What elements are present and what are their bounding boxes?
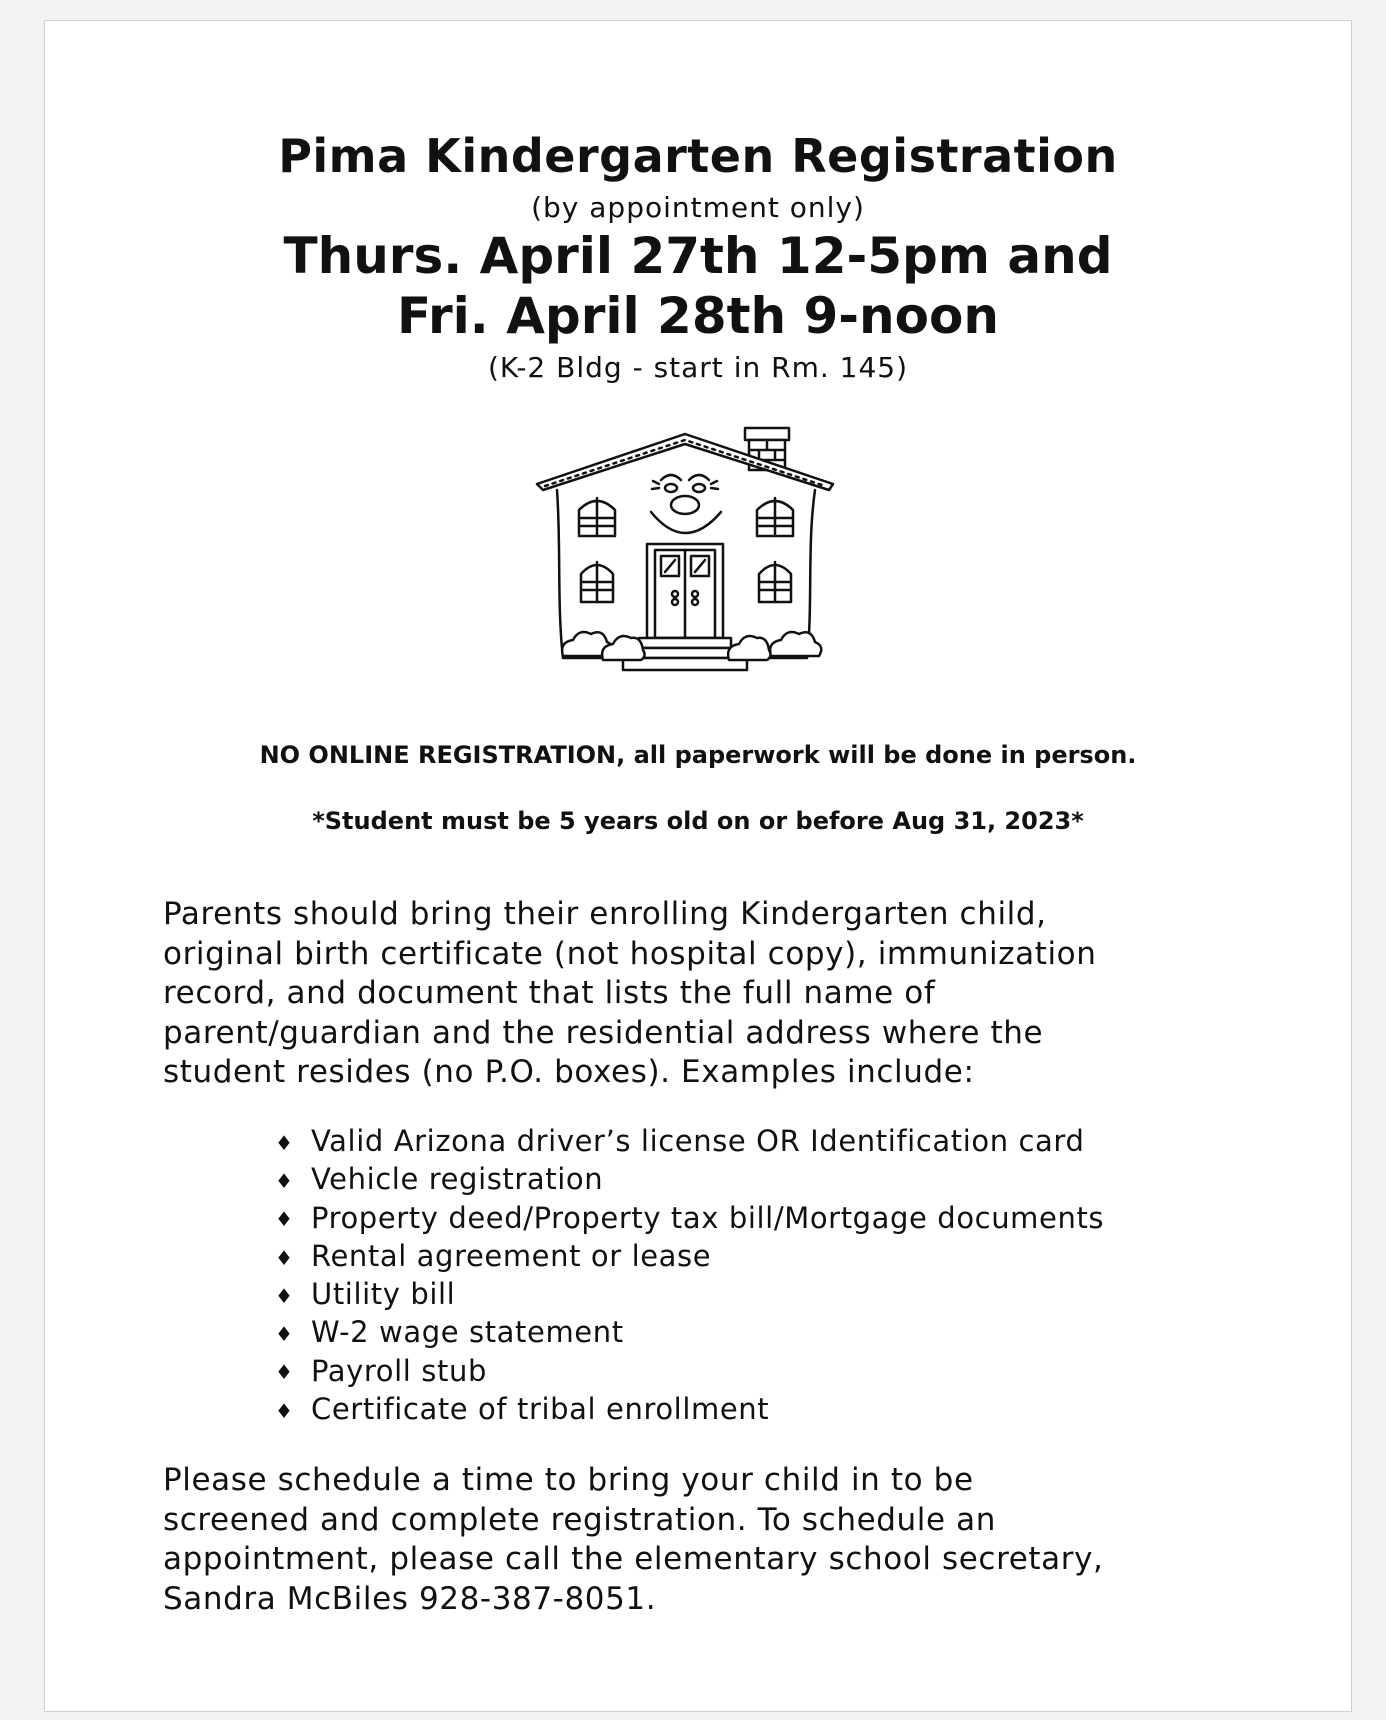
list-item bbox=[275, 1391, 1104, 1429]
no-online-registration-notice: NO ONLINE REGISTRATION, all paperwork will be done in person. bbox=[259, 741, 1137, 769]
diamond-bullet-icon: ♦ bbox=[275, 1398, 294, 1423]
list-item bbox=[275, 1353, 1104, 1391]
paragraph-line: appointment, please call the elementary school secretary, bbox=[163, 1541, 1104, 1577]
list-item bbox=[275, 1161, 1104, 1199]
list-item bbox=[275, 1123, 1104, 1161]
list-item-text: Rental agreement or lease bbox=[311, 1238, 712, 1273]
list-item bbox=[275, 1276, 1104, 1314]
address-document-list bbox=[275, 1123, 1104, 1429]
list-item bbox=[275, 1314, 1104, 1352]
paragraph-line: screened and complete registration. To schedule an bbox=[163, 1501, 996, 1538]
list-item-text: Vehicle registration bbox=[311, 1162, 604, 1197]
list-item bbox=[275, 1200, 1104, 1238]
list-item-text: W-2 wage statement bbox=[311, 1315, 624, 1350]
list-item-text: Certificate of tribal enrollment bbox=[311, 1391, 770, 1426]
paragraph-line: parent/guardian and the residential address where the bbox=[163, 1014, 1044, 1051]
list-item-text: Utility bill bbox=[311, 1277, 456, 1311]
diamond-bullet-icon: ♦ bbox=[275, 1130, 294, 1155]
location-note: (K-2 Bldg - start in Rm. 145) bbox=[487, 351, 909, 384]
list-item-text: Valid Arizona driver’s license OR Identification card bbox=[311, 1124, 1085, 1158]
diamond-bullet-icon: ♦ bbox=[275, 1360, 294, 1385]
list-item-text: Property deed/Property tax bill/Mortgage documents bbox=[311, 1200, 1105, 1235]
paragraph-line: original birth certificate (not hospital copy), immunization bbox=[163, 935, 1097, 972]
diamond-bullet-icon: ♦ bbox=[275, 1283, 294, 1308]
diamond-bullet-icon: ♦ bbox=[275, 1245, 294, 1270]
paragraph-line: record, and document that lists the full name of bbox=[163, 975, 936, 1011]
date-line-friday: Fri. April 28th 9-noon bbox=[397, 287, 999, 345]
paragraph-line: Sandra McBiles 928-387-8051. bbox=[163, 1580, 657, 1617]
diamond-bullet-icon: ♦ bbox=[275, 1207, 294, 1232]
list-item bbox=[275, 1238, 1104, 1276]
list-item-text: Payroll stub bbox=[311, 1353, 487, 1388]
age-requirement-note: *Student must be 5 years old on or before Aug 31, 2023* bbox=[312, 807, 1084, 835]
diamond-bullet-icon: ♦ bbox=[275, 1169, 294, 1193]
paragraph-line: Parents should bring their enrolling Kindergarten child, bbox=[163, 896, 1047, 932]
appointment-note: (by appointment only) bbox=[531, 191, 865, 224]
scheduling-paragraph bbox=[163, 1461, 1303, 1619]
paragraph-line: student resides (no P.O. boxes). Examples include: bbox=[163, 1054, 975, 1090]
flyer-page bbox=[44, 20, 1352, 1712]
date-line-thursday: Thurs. April 27th 12-5pm and bbox=[283, 227, 1113, 285]
requirements-paragraph bbox=[163, 895, 1303, 1093]
school-house-icon bbox=[535, 426, 875, 716]
page-title: Pima Kindergarten Registration bbox=[278, 129, 1118, 183]
diamond-bullet-icon: ♦ bbox=[275, 1322, 294, 1346]
paragraph-line: Please schedule a time to bring your child in to be bbox=[163, 1462, 974, 1498]
